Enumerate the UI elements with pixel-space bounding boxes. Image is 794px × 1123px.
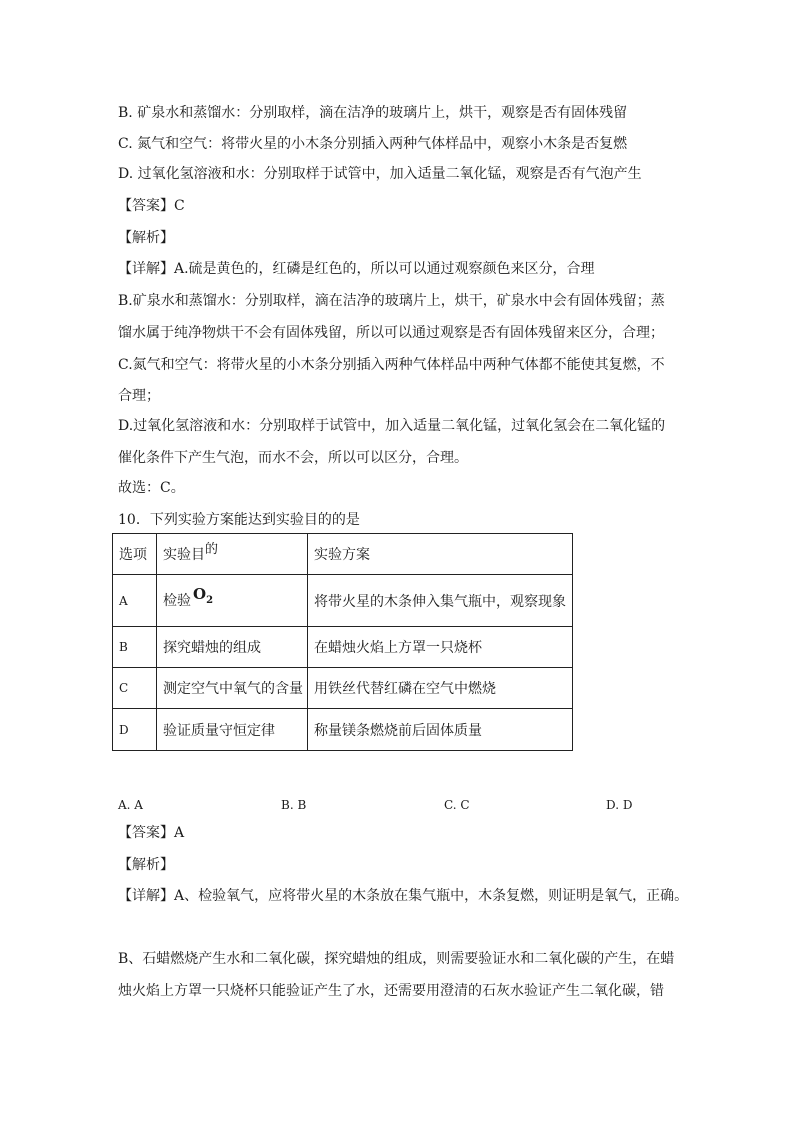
q9-answer <box>118 196 185 216</box>
q9-choice: 故选：C。 <box>118 480 185 496</box>
formula-subscript: 2 <box>206 594 214 606</box>
row-plan: 将带火星的木条伸入集气瓶中，观察现象 <box>308 575 573 627</box>
q9-option-d: D. 过氧化氢溶液和水：分别取样于试管中，加入适量二氧化锰，观察是否有气泡产生 <box>118 166 642 182</box>
q10-option-b: B. B <box>281 798 307 812</box>
row-option: B <box>113 627 157 668</box>
q9-analysis-tag: 【解析】 <box>118 230 174 246</box>
q10-option-a: A. A <box>118 798 143 812</box>
header-goal-de: 的 <box>205 542 219 557</box>
q9-detail-d-line2: 催化条件下产生气泡，而水不会，所以可以区分，合理。 <box>118 450 468 466</box>
answer-value: A <box>174 825 185 841</box>
q10-detail-a <box>118 886 688 906</box>
header-plan: 实验方案 <box>308 534 573 575</box>
table-row <box>113 668 573 709</box>
row-plan: 称量镁条燃烧前后固体质量 <box>308 709 573 751</box>
q9-detail-a <box>118 259 595 279</box>
header-goal <box>157 534 308 575</box>
q10-detail-b-line2: 烛火焰上方罩一只烧杯只能验证产生了水，还需要用澄清的石灰水验证产生二氧化碳，错 <box>118 983 664 999</box>
q9-detail-b-line2: 馏水属于纯净物烘干不会有固体残留，所以可以通过观察是否有固体残留来区分，合理； <box>118 325 664 341</box>
oxygen-formula <box>193 584 214 606</box>
q9-detail-b-line1: B.矿泉水和蒸馏水：分别取样，滴在洁净的玻璃片上，烘干，矿泉水中会有固体残留；蒸 <box>118 293 665 309</box>
header-option: 选项 <box>113 534 157 575</box>
table-row <box>113 575 573 627</box>
detail-text: A.硫是黄色的，红磷是红色的，所以可以通过观察颜色来区分，合理 <box>174 261 595 277</box>
row-goal <box>157 575 308 627</box>
header-goal-text: 实验目 <box>163 547 205 563</box>
answer-tag: 【答案】 <box>118 825 174 841</box>
row-plan: 用铁丝代替红磷在空气中燃烧 <box>308 668 573 709</box>
q9-detail-c-line2: 合理； <box>118 388 160 404</box>
q10-option-d: D. D <box>606 798 633 812</box>
table-row <box>113 709 573 751</box>
detail-tag: 【详解】 <box>118 261 174 277</box>
detail-tag: 【详解】 <box>118 888 174 904</box>
table-row <box>113 627 573 668</box>
table-header-row <box>113 534 573 575</box>
answer-tag: 【答案】 <box>118 198 174 214</box>
row-goal: 验证质量守恒定律 <box>157 709 308 751</box>
row-option: C <box>113 668 157 709</box>
q9-option-b: B. 矿泉水和蒸馏水：分别取样，滴在洁净的玻璃片上，烘干，观察是否有固体残留 <box>118 105 628 121</box>
answer-value: C <box>174 198 185 214</box>
row-option: D <box>113 709 157 751</box>
row-goal: 探究蜡烛的组成 <box>157 627 308 668</box>
row-plan: 在蜡烛火焰上方罩一只烧杯 <box>308 627 573 668</box>
q10-stem: 10．下列实验方案能达到实验目的的是 <box>118 512 360 528</box>
detail-text: A、检验氧气，应将带火星的木条放在集气瓶中，木条复燃，则证明是氧气，正确。 <box>174 888 689 904</box>
q10-detail-b-line1: B、石蜡燃烧产生水和二氧化碳，探究蜡烛的组成，则需要验证水和二氧化碳的产生，在蜡 <box>118 951 675 967</box>
row-goal-text: 检验 <box>163 592 191 609</box>
formula-element: O <box>193 584 207 603</box>
row-option: A <box>113 575 157 627</box>
q9-detail-c-line1: C.氮气和空气：将带火星的小木条分别插入两种气体样品中两种气体都不能使其复燃，不 <box>118 357 665 373</box>
row-goal: 测定空气中氧气的含量 <box>157 668 308 709</box>
q10-analysis-tag: 【解析】 <box>118 857 174 873</box>
q10-option-c: C. C <box>444 798 470 812</box>
q9-option-c: C. 氮气和空气：将带火星的小木条分别插入两种气体样品中，观察小木条是否复燃 <box>118 136 628 152</box>
q9-detail-d-line1: D.过氧化氢溶液和水：分别取样于试管中，加入适量二氧化锰，过氧化氢会在二氧化锰的 <box>118 418 666 434</box>
experiment-table <box>112 533 573 751</box>
q10-answer <box>118 823 184 843</box>
